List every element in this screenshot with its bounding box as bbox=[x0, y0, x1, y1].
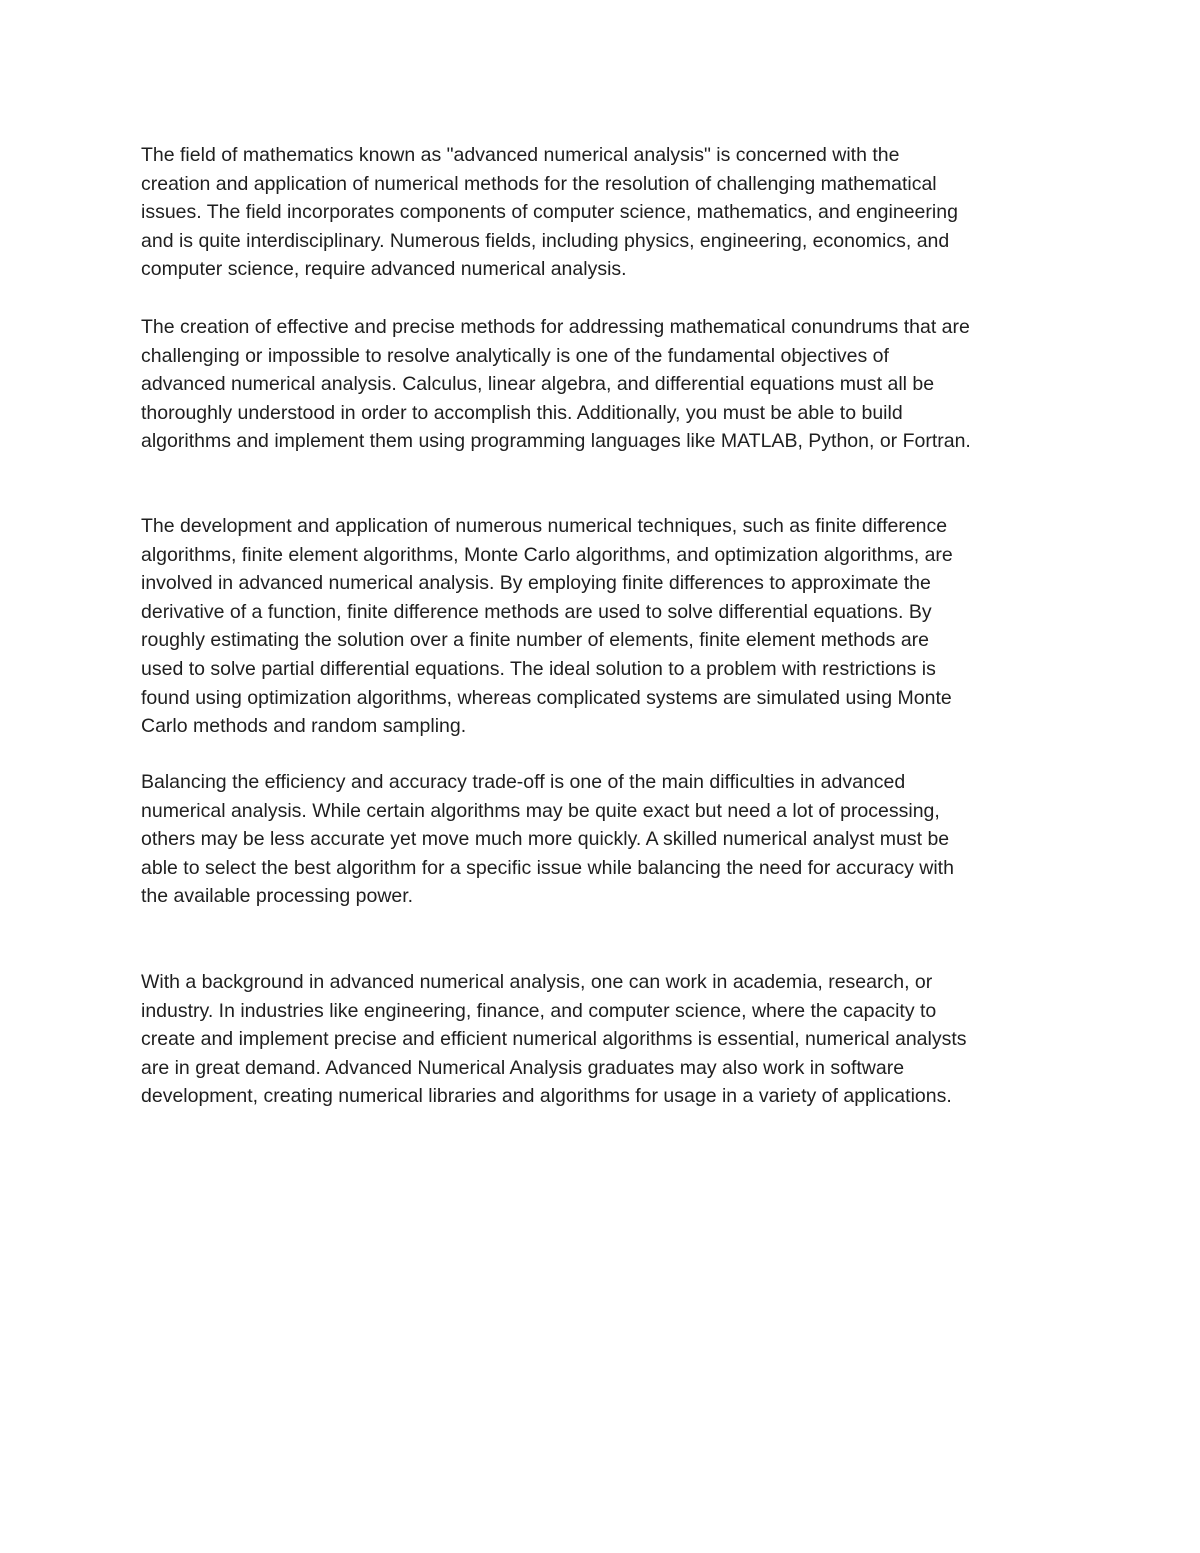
text-line: used to solve partial differential equations. The ideal solution to a problem with restrictions is bbox=[141, 657, 936, 680]
text-line: Balancing the efficiency and accuracy trade-off is one of the main difficulties in advanced bbox=[141, 771, 906, 793]
text-line: create and implement precise and efficient numerical algorithms is essential, numerical analysts bbox=[141, 1028, 967, 1051]
text-line: advanced numerical analysis. Calculus, linear algebra, and differential equations must all be bbox=[141, 373, 935, 396]
paragraph-tradeoff bbox=[141, 768, 954, 911]
text-line: roughly estimating the solution over a finite number of elements, finite element methods are bbox=[141, 629, 930, 652]
paragraph-objectives bbox=[141, 313, 971, 456]
text-line: computer science, require advanced numerical analysis. bbox=[141, 258, 627, 281]
text-line: involved in advanced numerical analysis. By employing finite differences to approximate the bbox=[141, 572, 931, 595]
text-line: The field of mathematics known as "advanced numerical analysis" is concerned with the bbox=[141, 144, 900, 166]
text-line: challenging or impossible to resolve analytically is one of the fundamental objectives of bbox=[141, 344, 889, 367]
text-line: creation and application of numerical methods for the resolution of challenging mathematical bbox=[141, 172, 937, 195]
text-line: and is quite interdisciplinary. Numerous fields, including physics, engineering, economics, and bbox=[141, 229, 950, 252]
text-line: thoroughly understood in order to accomplish this. Additionally, you must be able to build bbox=[141, 401, 903, 424]
text-line: found using optimization algorithms, whereas complicated systems are simulated using Monte bbox=[141, 686, 952, 709]
text-line: Carlo methods and random sampling. bbox=[141, 715, 467, 738]
text-line: others may be less accurate yet move much more quickly. A skilled numerical analyst must be bbox=[141, 828, 950, 851]
paragraph-techniques bbox=[141, 512, 953, 741]
text-line: able to select the best algorithm for a specific issue while balancing the need for accuracy with bbox=[141, 856, 954, 879]
paragraph-intro bbox=[141, 141, 958, 284]
text-line: numerical analysis. While certain algorithms may be quite exact but need a lot of processing, bbox=[141, 799, 940, 822]
text-line: algorithms and implement them using programming languages like MATLAB, Python, or Fortran. bbox=[141, 430, 971, 453]
text-line: The development and application of numerous numerical techniques, such as finite difference bbox=[141, 515, 948, 537]
text-line: industry. In industries like engineering, finance, and computer science, where the capacity to bbox=[141, 999, 937, 1022]
text-line: the available processing power. bbox=[141, 885, 414, 908]
text-line: With a background in advanced numerical analysis, one can work in academia, research, or bbox=[141, 971, 933, 993]
text-line: algorithms, finite element algorithms, Monte Carlo algorithms, and optimization algorithms, are bbox=[141, 543, 953, 566]
text-line: development, creating numerical libraries and algorithms for usage in a variety of applications. bbox=[141, 1085, 952, 1108]
text-line: The creation of effective and precise methods for addressing mathematical conundrums that are bbox=[141, 316, 970, 338]
text-line: issues. The field incorporates components of computer science, mathematics, and engineering bbox=[141, 201, 958, 224]
text-line: derivative of a function, finite difference methods are used to solve differential equations. By bbox=[141, 600, 932, 623]
paragraph-careers bbox=[141, 968, 967, 1111]
text-line: are in great demand. Advanced Numerical Analysis graduates may also work in software bbox=[141, 1056, 905, 1079]
